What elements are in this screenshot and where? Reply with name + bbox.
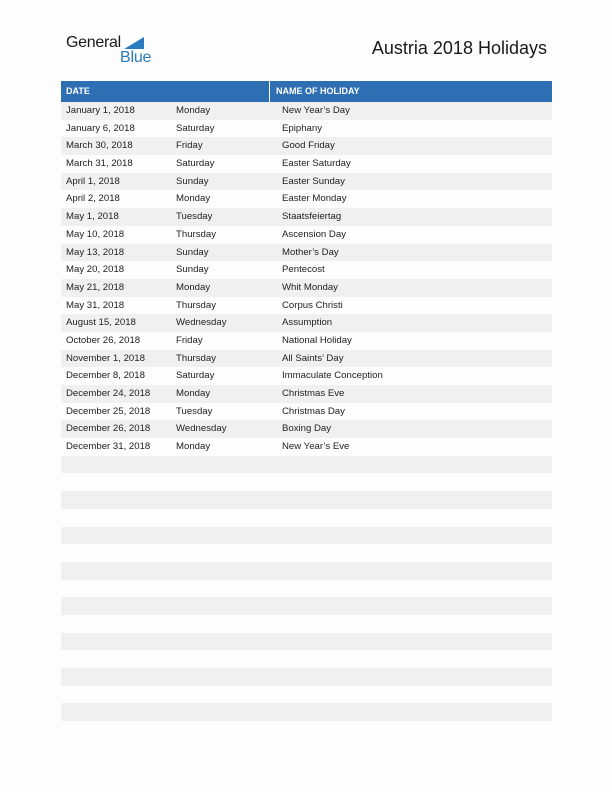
holiday-name-cell: Good Friday — [282, 140, 335, 152]
table-body — [61, 102, 552, 721]
holiday-name-cell: Corpus Christi — [282, 299, 343, 311]
table-row — [61, 297, 552, 315]
day-cell: Monday — [176, 441, 211, 453]
date-cell: December 8, 2018 — [66, 370, 145, 382]
date-cell: April 1, 2018 — [66, 175, 120, 187]
empty-table-row — [61, 544, 552, 562]
day-cell: Tuesday — [176, 405, 213, 417]
empty-table-row — [61, 527, 552, 545]
empty-table-row — [61, 562, 552, 580]
date-cell: December 24, 2018 — [66, 388, 151, 399]
table-row — [61, 438, 552, 456]
table-row — [61, 385, 552, 403]
day-cell: Sunday — [176, 175, 209, 187]
column-header-date: DATE — [61, 81, 270, 102]
empty-table-row — [61, 597, 552, 615]
empty-table-row — [61, 491, 552, 509]
date-cell: December 25, 2018 — [66, 405, 151, 417]
table-row — [61, 367, 552, 385]
date-cell: March 30, 2018 — [66, 140, 133, 152]
date-cell: April 2, 2018 — [66, 193, 120, 205]
day-cell: Tuesday — [176, 211, 213, 223]
table-header — [61, 81, 552, 102]
date-cell: May 13, 2018 — [66, 246, 125, 258]
logo-word-blue: Blue — [120, 49, 152, 66]
holiday-name-cell: Christmas Day — [282, 405, 345, 417]
empty-table-row — [61, 473, 552, 491]
holiday-name-cell: All Saints’ Day — [282, 352, 344, 364]
empty-table-row — [61, 456, 552, 474]
generalblue-logo — [66, 34, 156, 68]
holiday-name-cell: Staatsfeiertag — [282, 211, 342, 223]
date-cell: May 20, 2018 — [66, 264, 125, 276]
empty-table-row — [61, 633, 552, 651]
empty-table-row — [61, 509, 552, 527]
day-cell: Monday — [176, 281, 211, 293]
date-cell: January 1, 2018 — [66, 105, 135, 116]
empty-table-row — [61, 703, 552, 721]
date-cell: January 6, 2018 — [66, 122, 135, 134]
empty-table-row — [61, 615, 552, 633]
day-cell: Thursday — [176, 352, 216, 364]
date-cell: December 31, 2018 — [66, 441, 151, 453]
day-cell: Saturday — [176, 370, 215, 382]
holiday-table — [61, 81, 552, 721]
holiday-name-cell: Easter Monday — [282, 193, 347, 205]
table-row — [61, 173, 552, 191]
day-cell: Friday — [176, 140, 203, 152]
holiday-name-cell: Epiphany — [282, 122, 323, 134]
table-row — [61, 155, 552, 173]
table-row — [61, 332, 552, 350]
holiday-name-cell: Whit Monday — [282, 281, 338, 293]
day-cell: Saturday — [176, 158, 215, 170]
holiday-name-cell: Easter Saturday — [282, 158, 351, 170]
day-cell: Monday — [176, 193, 211, 205]
holiday-name-cell: Easter Sunday — [282, 175, 345, 187]
table-row — [61, 120, 552, 138]
holiday-name-cell: Pentecost — [282, 264, 325, 276]
table-row — [61, 261, 552, 279]
logo-triangle-icon — [124, 37, 144, 49]
holiday-name-cell: New Year’s Day — [282, 105, 350, 116]
holiday-name-cell: Ascension Day — [282, 228, 346, 240]
date-cell: May 1, 2018 — [66, 211, 119, 223]
table-row — [61, 420, 552, 438]
date-cell: August 15, 2018 — [66, 317, 136, 329]
date-cell: December 26, 2018 — [66, 423, 151, 435]
date-cell: May 31, 2018 — [66, 299, 125, 311]
table-row — [61, 403, 552, 421]
day-cell: Monday — [176, 105, 211, 116]
day-cell: Monday — [176, 388, 211, 399]
table-row — [61, 102, 552, 120]
empty-table-row — [61, 650, 552, 668]
holiday-name-cell: Boxing Day — [282, 423, 332, 435]
day-cell: Wednesday — [176, 423, 227, 435]
table-row — [61, 279, 552, 297]
empty-table-row — [61, 580, 552, 598]
day-cell: Thursday — [176, 299, 216, 311]
day-cell: Sunday — [176, 246, 209, 258]
day-cell: Saturday — [176, 122, 215, 134]
holiday-name-cell: Immaculate Conception — [282, 370, 383, 382]
table-row — [61, 190, 552, 208]
date-cell: May 21, 2018 — [66, 281, 125, 293]
date-cell: March 31, 2018 — [66, 158, 133, 170]
table-row — [61, 244, 552, 262]
date-cell: May 10, 2018 — [66, 228, 125, 240]
day-cell: Thursday — [176, 228, 216, 240]
holiday-name-cell: Mother’s Day — [282, 246, 339, 258]
logo-word-general: General — [66, 34, 121, 51]
table-row — [61, 137, 552, 155]
day-cell: Friday — [176, 334, 203, 346]
table-row — [61, 350, 552, 368]
table-row — [61, 314, 552, 332]
holiday-name-cell: Christmas Eve — [282, 388, 345, 399]
day-cell: Sunday — [176, 264, 209, 276]
holiday-name-cell: Assumption — [282, 317, 333, 329]
holiday-name-cell: National Holiday — [282, 334, 352, 346]
table-row — [61, 208, 552, 226]
column-header-name: NAME OF HOLIDAY — [276, 86, 360, 96]
date-cell: November 1, 2018 — [66, 352, 145, 364]
day-cell: Wednesday — [176, 317, 227, 329]
page-title: Austria 2018 Holidays — [371, 38, 547, 58]
date-cell: October 26, 2018 — [66, 334, 141, 346]
holiday-name-cell: New Year’s Eve — [282, 441, 350, 453]
empty-table-row — [61, 668, 552, 686]
empty-table-row — [61, 686, 552, 704]
table-row — [61, 226, 552, 244]
